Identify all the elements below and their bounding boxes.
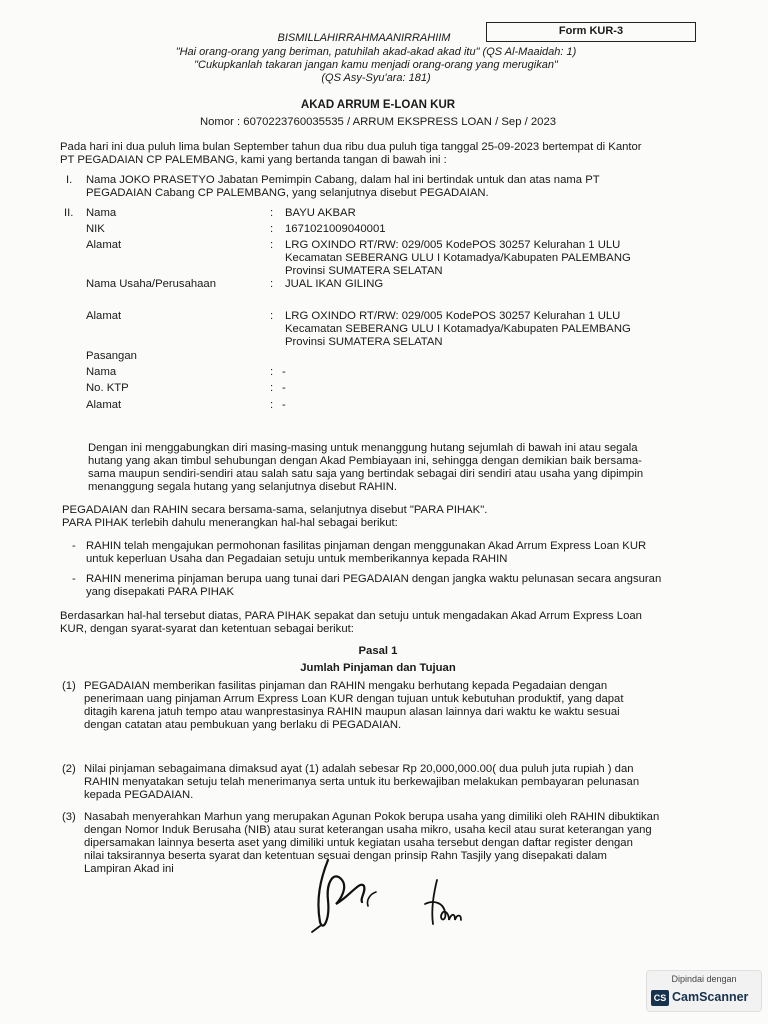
alamat-usaha-line-2: Kecamatan SEBERANG ULU I Kotamadya/Kabupaten PALEMBANG: [285, 323, 631, 335]
berdasarkan-line-1: Berdasarkan hal-hal tersebut diatas, PARA PIHAK sepakat dan setuju untuk mengadakan Akad Arrum Express Loan: [60, 610, 642, 622]
signature-pegadaian: [415, 872, 475, 932]
document-title: AKAD ARRUM E-LOAN KUR: [300, 99, 456, 111]
gabung-line-2: hutang yang akan timbul sehubungan dengan Akad Pembiayaan ini, sehingga dengan demikian baik bersama-: [88, 455, 642, 467]
pasangan-alamat-value: -: [282, 399, 286, 411]
colon: :: [270, 399, 274, 411]
pasal-subtitle: Jumlah Pinjaman dan Tujuan: [300, 662, 456, 674]
usaha-label: Nama Usaha/Perusahaan: [86, 278, 216, 290]
camscanner-logo-icon: CS: [651, 990, 669, 1006]
alamat-line-1: LRG OXINDO RT/RW: 029/005 KodePOS 30257 Kelurahan 1 ULU: [285, 239, 621, 251]
pasangan-ktp-value: -: [282, 382, 286, 394]
nama-label: Nama: [86, 207, 117, 219]
colon: :: [270, 239, 274, 251]
pasangan-nama-label: Nama: [86, 366, 117, 378]
ayat-2-number: (2): [62, 763, 76, 775]
quote-line-2: "Cukupkanlah takaran jangan kamu menjadi orang-orang yang merugikan": [194, 59, 558, 71]
gabung-line-1: Dengan ini menggabungkan diri masing-masing untuk menanggung hutang sejumlah di bawah ini atau segala: [88, 442, 638, 454]
ayat-2-line-3: kepada PEGADAIAN.: [84, 789, 194, 801]
ayat-3-line-1: Nasabah menyerahkan Marhun yang merupakan Agunan Pokok berupa usaha yang dimiliki oleh RAHIN dibuktikan: [84, 811, 660, 823]
alamat-usaha-line-3: Provinsi SUMATERA SELATAN: [285, 336, 443, 348]
ayat-3-line-3: dipersamakan lainnya beserta aset yang dimiliki untuk kegiatan usaha tersebut dengan daftar register dengan: [84, 837, 633, 849]
bullet-1-line-2: untuk keperluan Usaha dan Pegadaian setuju untuk memberikannya kepada RAHIN: [86, 553, 508, 565]
colon: :: [270, 382, 274, 394]
quote-line-3: (QS Asy-Syu'ara: 181): [321, 72, 431, 84]
bullet-2-line-1: RAHIN menerima pinjaman berupa uang tunai dari PEGADAIAN dengan jangka waktu pelunasan secara angsuran: [86, 573, 662, 585]
camscanner-name: CamScanner: [672, 990, 749, 1004]
ayat-2-line-1: Nilai pinjaman sebagaimana dimaksud ayat (1) adalah sebesar Rp 20,000,000.00( dua puluh juta rupiah ) dan: [84, 763, 634, 775]
party1-number: I.: [66, 174, 73, 186]
party1-line-1: Nama JOKO PRASETYO Jabatan Pemimpin Cabang, dalam hal ini bertindak untuk dan atas nama PT: [86, 174, 600, 186]
pasangan-label: Pasangan: [86, 350, 137, 362]
pasangan-ktp-label: No. KTP: [86, 382, 129, 394]
nama-value: BAYU AKBAR: [285, 207, 356, 219]
pasangan-alamat-label: Alamat: [86, 399, 122, 411]
colon: :: [270, 223, 274, 235]
ayat-3-line-5: Lampiran Akad ini: [84, 863, 174, 875]
document-number: Nomor : 6070223760035535 / ARRUM EKSPRESS LOAN / Sep / 2023: [199, 116, 557, 128]
camscanner-caption: Dipindai dengan: [671, 974, 737, 984]
ayat-1-line-4: dengan catatan atau pembukuan yang berlaku di PEGADAIAN.: [84, 719, 402, 731]
alamat-usaha-label: Alamat: [86, 310, 122, 322]
quote-line-1: "Hai orang-orang yang beriman, patuhilah akad-akad akad itu" (QS Al-Maaidah: 1): [175, 46, 577, 58]
colon: :: [270, 278, 274, 290]
party1-line-2: PEGADAIAN Cabang CP PALEMBANG, yang selanjutnya disebut PEGADAIAN.: [86, 187, 489, 199]
alamat-usaha-line-1: LRG OXINDO RT/RW: 029/005 KodePOS 30257 Kelurahan 1 ULU: [285, 310, 621, 322]
bullet-1-line-1: RAHIN telah mengajukan permohonan fasilitas pinjaman dengan menggunakan Akad Arrum Express Loan KUR: [86, 540, 647, 552]
para-pihak-line-2: PARA PIHAK terlebih dahulu menerangkan hal-hal sebagai berikut:: [62, 517, 398, 529]
colon: :: [270, 366, 274, 378]
berdasarkan-line-2: KUR, dengan syarat-syarat dan ketentuan sebagai berikut:: [60, 623, 354, 635]
ayat-1-line-2: penerimaan uang pinjaman Arrum Express Loan KUR dengan tujuan untuk kebutuhan produktif, yang dapat: [84, 693, 624, 705]
ayat-1-line-3: ditagih karena jatuh tempo atau wanprestasinya RAHIN maupun alasan lainnya dari waktu ke waktu sesuai: [84, 706, 620, 718]
party2-number: II.: [64, 207, 74, 219]
ayat-3-number: (3): [62, 811, 76, 823]
ayat-3-line-4: nilai taksirannya beserta syarat dan ketentuan sesuai dengan prinsip Rahn Tasjily yang disepakati dalam: [84, 850, 607, 862]
bullet-dash: -: [72, 540, 76, 552]
nik-value: 1671021009040001: [285, 223, 386, 235]
camscanner-watermark: [646, 970, 762, 1012]
ayat-1-number: (1): [62, 680, 76, 692]
pasal-title: Pasal 1: [358, 645, 398, 657]
intro-line-2: PT PEGADAIAN CP PALEMBANG, kami yang bertanda tangan di bawah ini :: [60, 154, 447, 166]
bullet-2-line-2: yang disepakati PARA PIHAK: [86, 586, 234, 598]
para-pihak-line-1: PEGADAIAN dan RAHIN secara bersama-sama, selanjutnya disebut "PARA PIHAK".: [62, 504, 488, 516]
usaha-value: JUAL IKAN GILING: [285, 278, 384, 290]
gabung-line-3: sama maupun sendiri-sendiri atau salah satu saja yang bertindak sebagai diri sendiri atau usaha yang dipimpin: [88, 468, 644, 480]
form-label: Form KUR-3: [486, 22, 696, 42]
alamat-line-3: Provinsi SUMATERA SELATAN: [285, 265, 443, 277]
ayat-3-line-2: dengan Nomor Induk Berusaha (NIB) atau surat keterangan usaha mikro, usaha kecil atau surat keterangan yang: [84, 824, 652, 836]
colon: :: [270, 207, 274, 219]
intro-line-1: Pada hari ini dua puluh lima bulan September tahun dua ribu dua puluh tiga tanggal 25-09-2023 bertempat di Kantor: [60, 141, 642, 153]
bismillah: BISMILLAHIRRAHMAANIRRAHIIM: [277, 32, 451, 44]
bullet-dash: -: [72, 573, 76, 585]
ayat-1-line-1: PEGADAIAN memberikan fasilitas pinjaman dan RAHIN mengaku berhutang kepada Pegadaian dengan: [84, 680, 608, 692]
ayat-2-line-2: RAHIN menyatakan setuju telah menerimanya serta untuk itu berkewajiban melakukan pembayaran pelunasan: [84, 776, 640, 788]
colon: :: [270, 310, 274, 322]
pasangan-nama-value: -: [282, 366, 286, 378]
nik-label: NIK: [86, 223, 105, 235]
alamat-line-2: Kecamatan SEBERANG ULU I Kotamadya/Kabupaten PALEMBANG: [285, 252, 631, 264]
alamat-label: Alamat: [86, 239, 122, 251]
signature-rahin: [290, 840, 410, 940]
gabung-line-4: menanggung segala hutang yang selanjutnya disebut RAHIN.: [88, 481, 397, 493]
